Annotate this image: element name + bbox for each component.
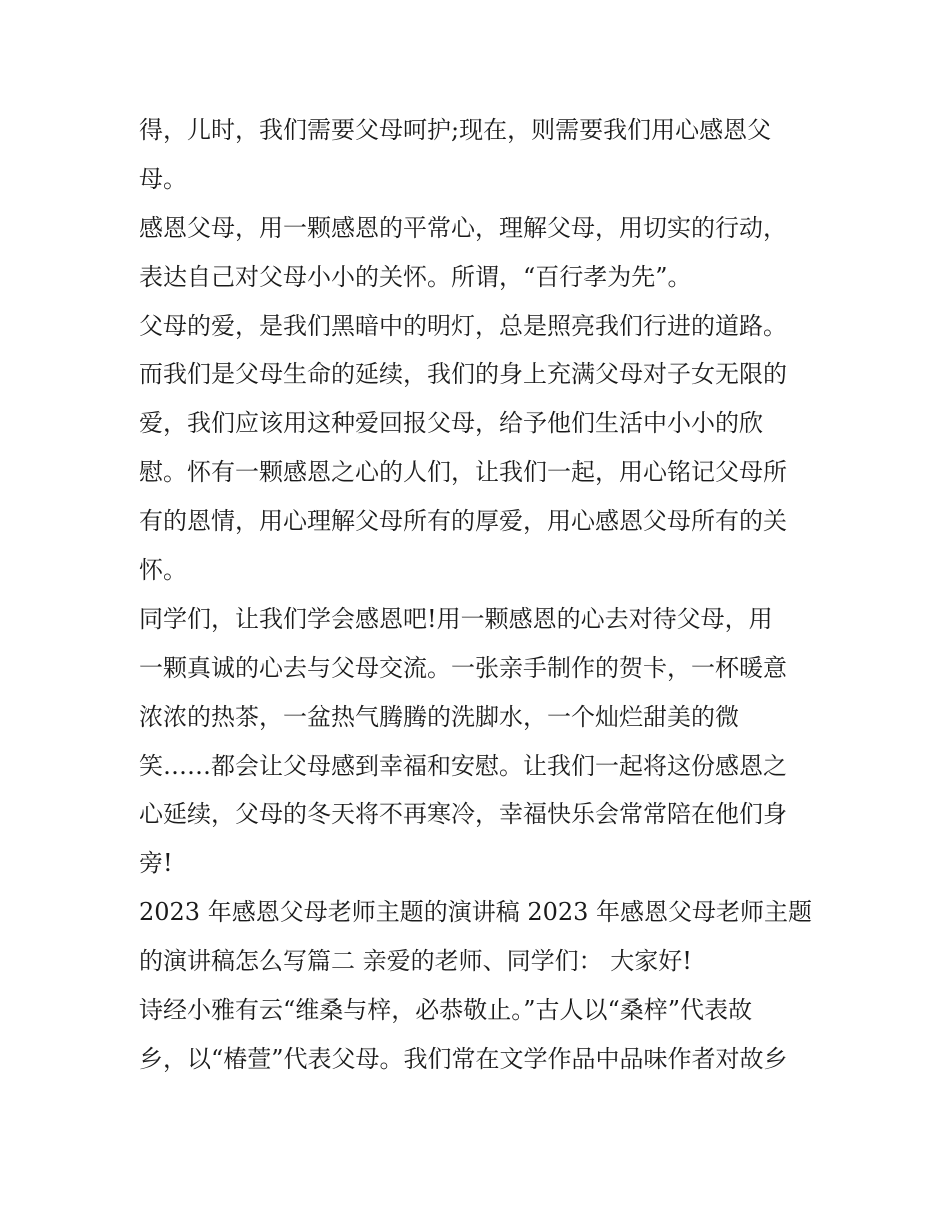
document-body [139,106,819,1084]
text-line: 旁! [139,849,173,878]
text-line: 怀。 [139,556,187,585]
text-line: 的演讲稿怎么写篇二 亲爱的老师、同学们： 大家好! [139,947,692,976]
text-line: 父母的爱，是我们黑暗中的明灯，总是照亮我们行进的道路。 [139,311,787,340]
text-line: 感恩父母，用一颗感恩的平常心，理解父母，用切实的行动， [139,213,787,242]
text-line: 得，儿时，我们需要父母呵护;现在，则需要我们用心感恩父 [139,116,772,144]
text-line: 慰。怀有一颗感恩之心的人们，让我们一起，用心铭记父母所 [139,458,787,487]
text-line: 母。 [139,164,187,193]
text-line: 有的恩情，用心理解父母所有的厚爱，用心感恩父母所有的关 [139,507,787,536]
text-line: 浓浓的热茶，一盆热气腾腾的洗脚水，一个灿烂甜美的微 [139,702,739,731]
text-line: 而我们是父母生命的延续，我们的身上充满父母对子女无限的 [139,360,787,389]
text-line: 诗经小雅有云“维桑与梓，必恭敬止。”古人以“桑梓”代表故 [139,996,753,1025]
text-line: 一颗真诚的心去与父母交流。一张亲手制作的贺卡，一杯暖意 [139,653,787,682]
text-line: 2023 年感恩父母老师主题的演讲稿 2023 年感恩父母老师主题 [139,898,813,927]
text-line: 同学们，让我们学会感恩吧!用一颗感恩的心去对待父母，用 [139,604,773,633]
text-line: 笑……都会让父母感到幸福和安慰。让我们一起将这份感恩之 [139,751,787,780]
text-line: 表达自己对父母小小的关怀。所谓，“百行孝为先”。 [139,262,692,291]
text-line: 乡，以“椿萱”代表父母。我们常在文学作品中品味作者对故乡 [139,1044,788,1073]
text-line: 心延续，父母的冬天将不再寒冷，幸福快乐会常常陪在他们身 [139,800,787,829]
text-line: 爱，我们应该用这种爱回报父母，给予他们生活中小小的欣 [139,409,763,438]
